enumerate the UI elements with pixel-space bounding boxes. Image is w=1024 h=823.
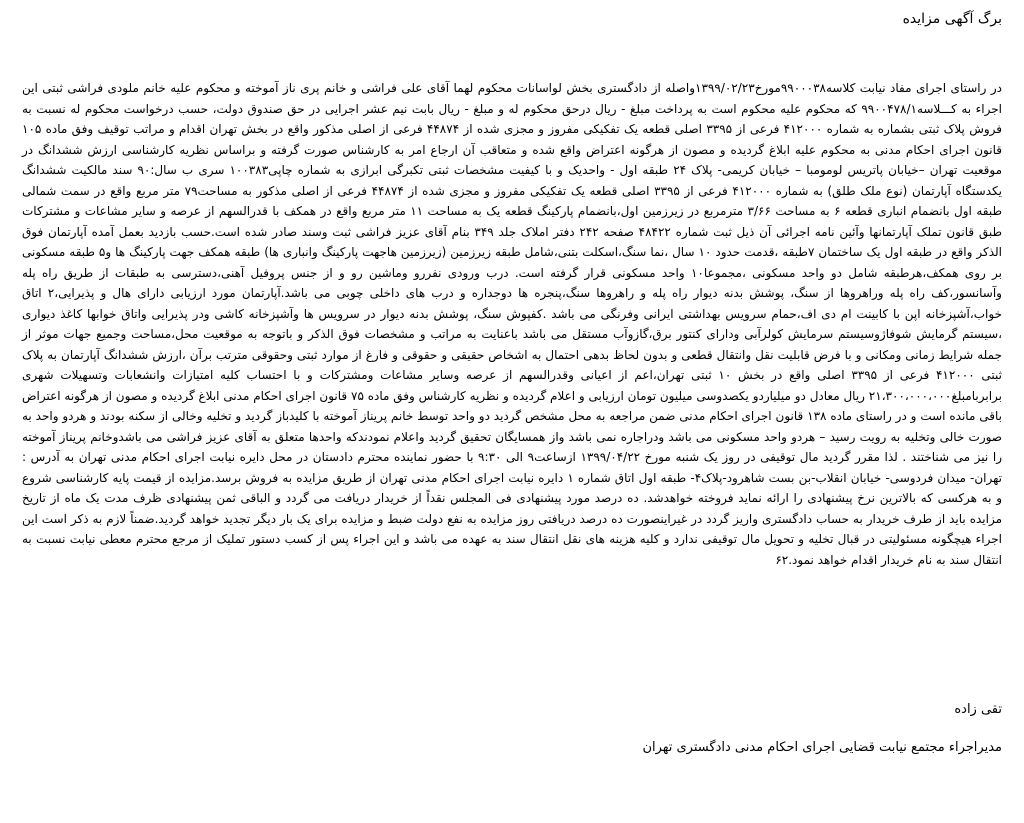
notice-body: در راستای اجرای مفاد نیابت کلاسه۹۹۰۰۰۳۸مورخ۱۳۹۹/۰۲/۲۳واصله از دادگستری بخش لواسانات محکوم لهما آقای علی فراشی و خانم پری ناز آموخته و محکوم علیه خانم ملودی فراشی ثبتی این اجراء به کـــلاسه۹۹۰۰۴۷۸/۱ که محکوم علیه محکوم است به پرداخت مبلغ - ریال درحق محکوم له و مبلغ - ریال بابت نیم عشر اجرایی در حق صندوق دولت، حسب درخواست محکوم له نسبت به فروش پلاک ثبتی بشماره به شماره ۴۱۲۰۰۰ فرعی از ۳۳۹۵ اصلی قطعه یک تفکیکی مفروز و مجزی شده از ۴۴۸۷۴ فرعی از اصلی مذکور واقع در بخش تهران اقدام و مراتب توقیف وفق ماده ۱۰۵ قانون اجرای احکام مدنی به محکوم علیه ابلاغ گردیده و مصون از هرگونه اعتراض واقع شده و متعاقب آن ارجاع امر به کارشناس صورت گرفته و براساس نظریه کارشناسی ارزش ششدانگ در موقعیت تهران –خیابان پاتریس لومومبا – خیابان کریمی- پلاک ۲۴ طبقه اول - واحدیک و با کیفیت مشخصات ثبتی تکبرگی ابرازی به شماره چاپی۱۰۰۳۸۳ سری ب سال:۹۰ سند مالکیت ششدانگ یکدستگاه آپارتمان (نوع ملک طلق) به شماره ۴۱۲۰۰۰ فرعی از ۳۳۹۵ اصلی قطعه یک تفکیکی مفروز و مجزی شده از ۴۴۸۷۴ فرعی از اصلی مذکور به مساحت۷۹ متر مربع واقع در سمت شمالی طبقه اول بانضمام انباری قطعه ۶ به مساحت ۳/۶۶ مترمربع در زیرزمین اول،بانضمام پارکینگ قطعه یک به مساحت ۱۱ متر مربع واقع در همکف با قدرالسهم از عرصه و سایر مشاعات و مشترکات طبق قانون تملک آپارتمانها وآئین نامه اجرائی آن ذیل ثبت شماره ۴۸۴۲۲ صفحه ۲۴۲ دفتر املاک جلد ۳۴۹ بنام آقای عزیز فراشی ثبت وسند صادر شده است.حسب بازدید بعمل آمده آپارتمان فوق الذکر واقع در طبقه اول یک ساختمان ۷طبقه ،قدمت حدود ۱۰ سال ،نما سنگ،اسکلت بتنی،شامل طبقه زیرزمین (زیرزمین هاجهت پارکینگ وانباری ها) طبقه همکف جهت پارکینگ ها و۵ طبقه مسکونی بر روی همکف،هرطبقه شامل دو واحد مسکونی ،مجموعا۱۰ واحد مسکونی قرار گرفته است. درب ورودی نفررو وماشین رو و از جنس پروفیل آهنی،دسترسی به طبقات از طریق راه پله وآسانسور،کف راه پله وراهروها از سنگ، پوشش بدنه دیوار راه پله و راهروها سنگ،پنجره ها دوجداره و درب های داخلی چوبی می باشد.آپارتمان مورد ارزیابی دارای هال و پذیرایی،۲ اتاق خواب،آشپزخانه اپن با کابینت ام دی اف،حمام سرویس بهداشتی ایرانی وفرنگی می باشد .کفپوش سنگ، پوشش بدنه دیوار در سرویس ها وآشپزخانه کاشی ودر پذیرایی واتاق خوابها کاغذ دیواری ،سیستم گرمایش شوفاژوسیستم سرمایش کولرآبی ودارای کنتور برق،گازوآب مستقل می باشد باعنایت به مراتب و مشخصات فوق الذکر و باتوجه به موقعیت محل،مساحت وجمیع جهات موثر از جمله شرایط زمانی ومکانی و با فرض قابلیت نقل وانتقال قطعی و بدون لحاظ بدهی احتمال به اشخاص حقیقی و حقوقی و فارغ از موارد ثبتی وحقوقی مترتب برآن ،ارزش ششدانگ آپارتمان به پلاک ثبتی ۴۱۲۰۰۰ فرعی از ۳۳۹۵ اصلی واقع در بخش ۱۰ ثبتی تهران،اعم از اعیانی وقدرالسهم از عرصه وسایر مشاعات ومشترکات و با احتساب کلیه امتیازات وانشعابات وتسهیلات شهری برابربامبلغ۲۱،۳۰۰،۰۰۰،۰۰۰ ریال معادل دو میلیاردو یکصدوسی میلیون تومان ارزیابی و اعلام گردیده و نظریه کارشناس وفق ماده ۷۵ قانون اجرای احکام مدنی ابلاغ گردیده و مصون از هرگونه اعتراض باقی مانده است و در راستای ماده ۱۳۸ قانون اجرای احکام مدنی ضمن مراجعه به محل مشخص گردید دو واحد توسط خانم پریناز آموخته با کلیدباز گردید و تخلیه وخالی از سکنه بودند و هردو واحد به صورت خالی وتخلیه به رویت رسید – هردو واحد مسکونی می باشد ودراجاره نمی باشد واز همسایگان تحقیق گردید واعلام نمودندکه واحدها متعلق به آقای عزیز فراشی می باشدوخانم پریناز آموخته را نیز می شناختند . لذا مقرر گردید مال توقیفی در روز یک شنبه مورخ ۱۳۹۹/۰۴/۲۲ ازساعت۹ الی ۹:۳۰ با حضور نماینده محترم دادستان در محل دایره نیابت اجرای احکام مدنی تهران به آدرس : تهران- میدان فردوسی- خیابان انقلاب-بن بست شاهرود-پلاک۴- طبقه اول اتاق شماره ۱ دایره نیابت اجرای احکام مدنی تهران از طریق مزایده به فروش برسد.مزایده از قیمت پایه کارشناسی شروع و به هرکسی که بالاترین نرخ پیشنهادی را ارائه نماید فروخته خواهدشد. ده درصد مورد پیشنهادی فی المجلس نقداً از خریدار دریافت می گردد و الباقی ثمن پیشنهادی ظرف مدت یک ماه از تاریخ مزایده باید از طرف خریدار به حساب دادگستری واریز گردد در غیراینصورت ده درصد دریافتی روز مزایده به نفع دولت ضبط و مزایده برای یک بار دیگر تجدید خواهد گردید.ضمناً لازم به ذکر است این اجراء هیچگونه مسئولیتی در قبال تخلیه و تحویل مال توقیفی ندارد و کلیه هزینه های نقل انتقال سند به عهده می باشد و این اجراء پس از کسب دستور تملیک از مرجع محترم معطی نیابت نسبت به انتقال سند به نام خریدار اقدام خواهد نمود.۶۲ [22,81,1003,567]
signatory-name: تقی زاده [954,702,1002,717]
signature-block [642,700,1002,758]
signatory-role: مدیراجراء مجتمع نیابت قضایی اجرای احکام مدنی دادگستری تهران [642,740,1002,755]
notice-title: برگ آگهی مزایده [902,11,1002,27]
